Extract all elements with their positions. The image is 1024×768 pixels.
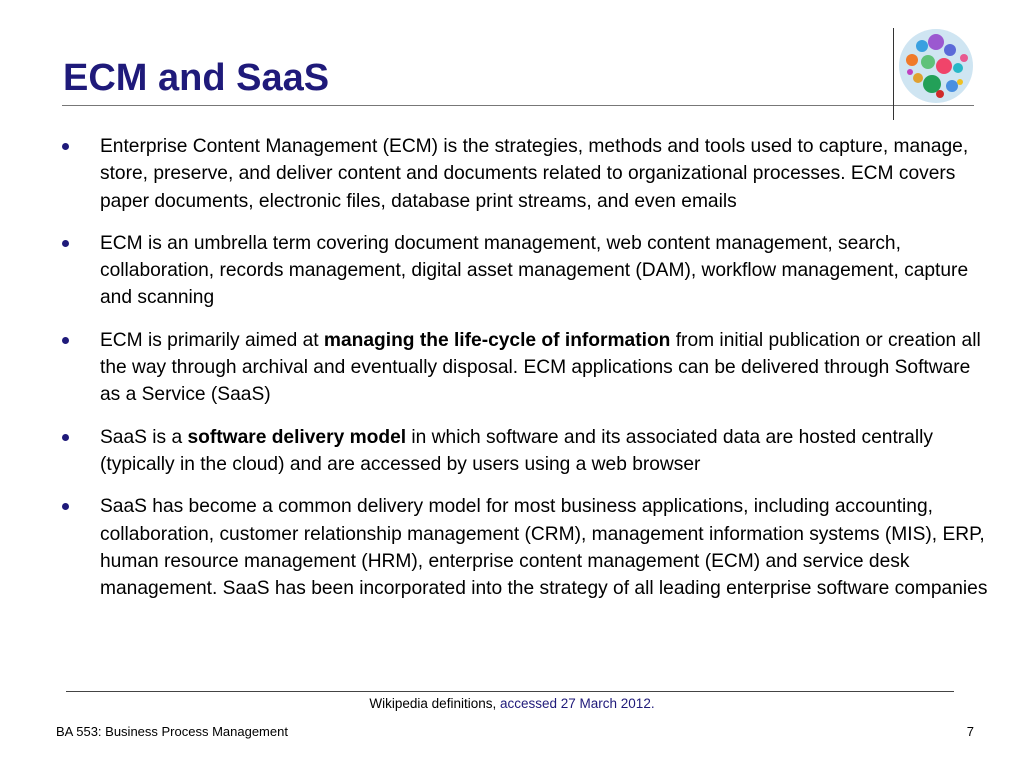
title-divider <box>62 105 974 106</box>
slide-title: ECM and SaaS <box>63 57 330 99</box>
course-name: BA 553: Business Process Management <box>56 724 288 739</box>
source-accessed-date: accessed 27 March 2012. <box>496 696 655 711</box>
bullet-dot-icon <box>62 503 69 510</box>
page-number: 7 <box>966 724 974 739</box>
bullet-text-post: in which software and its associated data are hosted centrally (typically in the cloud) and are accessed by users using a web browser <box>100 426 933 475</box>
bullet-item <box>62 230 992 312</box>
bullet-list <box>62 133 992 617</box>
bullet-text: Enterprise Content Management (ECM) is the strategies, methods and tools used to capture, manage, store, preserve, and deliver content and documents related to organizational processes. ECM covers paper documents, electronic files, database print streams, and even emails <box>100 136 969 212</box>
bullet-text-post: from initial publication or creation all the way through archival and eventually disposal. ECM applications can be delivered through Software as a Service (SaaS) <box>100 329 981 406</box>
bullet-text: SaaS has become a common delivery model for most business applications, including accounting, collaboration, customer relationship management (CRM), management information systems (MIS), ERP, human resource management (HRM), enterprise content management (ECM) and service desk management. SaaS has been incorporated into the strategy of all leading enterprise software companies <box>100 496 988 600</box>
source-label: Wikipedia definitions, <box>369 696 497 711</box>
bullet-dot-icon <box>62 240 69 247</box>
bullet-dot-icon <box>62 337 69 344</box>
bullet-text: ECM is an umbrella term covering document management, web content management, search, collaboration, records management, digital asset management (DAM), workflow management, capture and scanning <box>100 232 969 309</box>
bullet-text-pre: SaaS is a <box>100 426 188 448</box>
bullet-text-bold: software delivery model <box>187 426 407 448</box>
bullet-item <box>62 424 992 479</box>
bullet-text-pre: ECM is primarily aimed at <box>100 329 324 351</box>
bullet-text-bold: managing the life-cycle of information <box>323 329 671 351</box>
bullet-item <box>62 133 992 215</box>
source-citation <box>0 696 1024 711</box>
logo-divider <box>893 28 894 120</box>
bubbles-logo-icon <box>898 28 974 104</box>
bullet-item <box>62 493 992 602</box>
footer-divider <box>66 691 954 692</box>
bullet-dot-icon <box>62 143 69 150</box>
bullet-dot-icon <box>62 434 69 441</box>
bullet-item <box>62 327 992 409</box>
